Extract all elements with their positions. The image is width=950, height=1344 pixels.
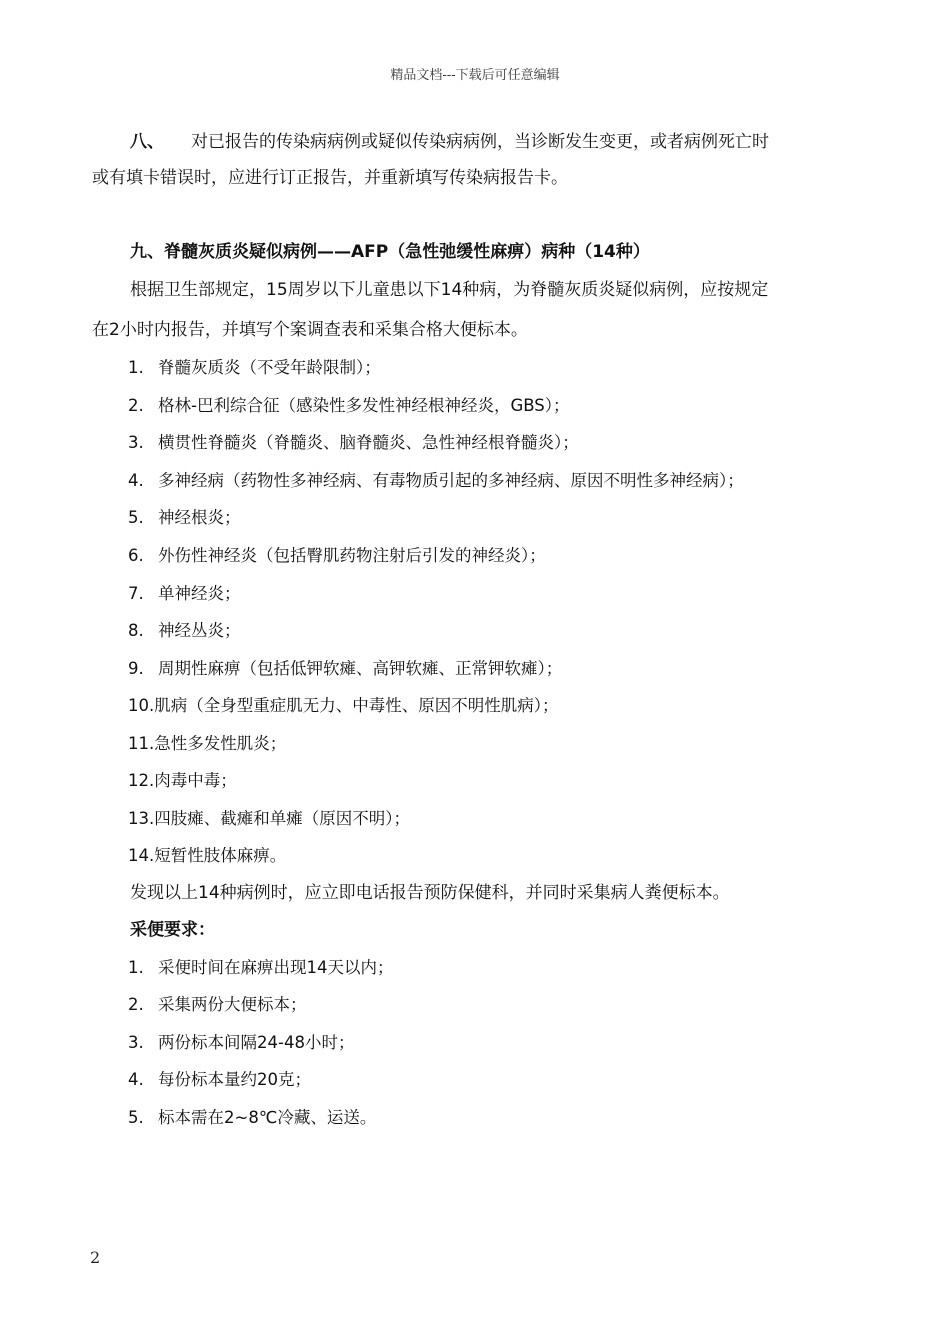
list-item: 4. 多神经病（药物性多神经病、有毒物质引起的多神经病、原因不明性多神经病）；	[128, 471, 744, 490]
page-number: 2	[90, 1248, 101, 1267]
list-item: 14.短暂性肢体麻痹。	[128, 846, 287, 865]
list-item: 7. 单神经炎；	[128, 584, 241, 603]
section-9-intro-line-1: 根据卫生部规定，15周岁以下儿童患以下14种病，为脊髓灰质炎疑似病例，应按规定	[130, 280, 769, 300]
list-item: 13.四肢瘫、截瘫和单瘫（原因不明）；	[128, 809, 410, 828]
list-item: 10.肌病（全身型重症肌无力、中毒性、原因不明性肌病）；	[128, 696, 559, 715]
list-item: 2. 采集两份大便标本；	[128, 995, 307, 1014]
list-item: 4. 每份标本量约20克；	[128, 1070, 311, 1089]
list-item: 5. 神经根炎；	[128, 508, 241, 527]
list-item: 9. 周期性麻痹（包括低钾软瘫、高钾软瘫、正常钾软瘫）；	[128, 659, 563, 678]
page-header: 精品文档---下载后可任意编辑	[390, 68, 560, 83]
section-8-line-1: 对已报告的传染病病例或疑似传染病病例，当诊断发生变更，或者病例死亡时	[191, 132, 769, 152]
section-9-intro-line-2: 在2小时内报告，并填写个案调查表和采集合格大便标本。	[92, 320, 528, 340]
section-8-heading: 八、	[130, 132, 164, 152]
list-item: 2. 格林-巴利综合征（感染性多发性神经根神经炎，GBS）；	[128, 396, 570, 415]
list-item: 12.肉毒中毒；	[128, 771, 237, 790]
list-item: 1. 采便时间在麻痹出现14天以内；	[128, 958, 394, 977]
list-item: 6. 外伤性神经炎（包括臀肌药物注射后引发的神经炎）；	[128, 546, 546, 565]
requirements-heading: 采便要求：	[130, 920, 215, 940]
after-list-paragraph: 发现以上14种病例时，应立即电话报告预防保健科，并同时采集病人粪便标本。	[130, 883, 730, 903]
list-item: 8. 神经丛炎；	[128, 621, 241, 640]
list-item: 1. 脊髓灰质炎（不受年龄限制）；	[128, 358, 381, 377]
list-item: 3. 两份标本间隔24-48小时；	[128, 1033, 355, 1052]
list-item: 3. 横贯性脊髓炎（脊髓炎、脑脊髓炎、急性神经根脊髓炎）；	[128, 433, 579, 452]
list-item: 11.急性多发性肌炎；	[128, 734, 287, 753]
list-item: 5. 标本需在2~8℃冷藏、运送。	[128, 1108, 377, 1127]
section-9-title: 九、脊髓灰质炎疑似病例——AFP（急性弛缓性麻痹）病种（14种）	[130, 242, 650, 262]
section-8-line-2: 或有填卡错误时，应进行订正报告，并重新填写传染病报告卡。	[92, 168, 568, 188]
